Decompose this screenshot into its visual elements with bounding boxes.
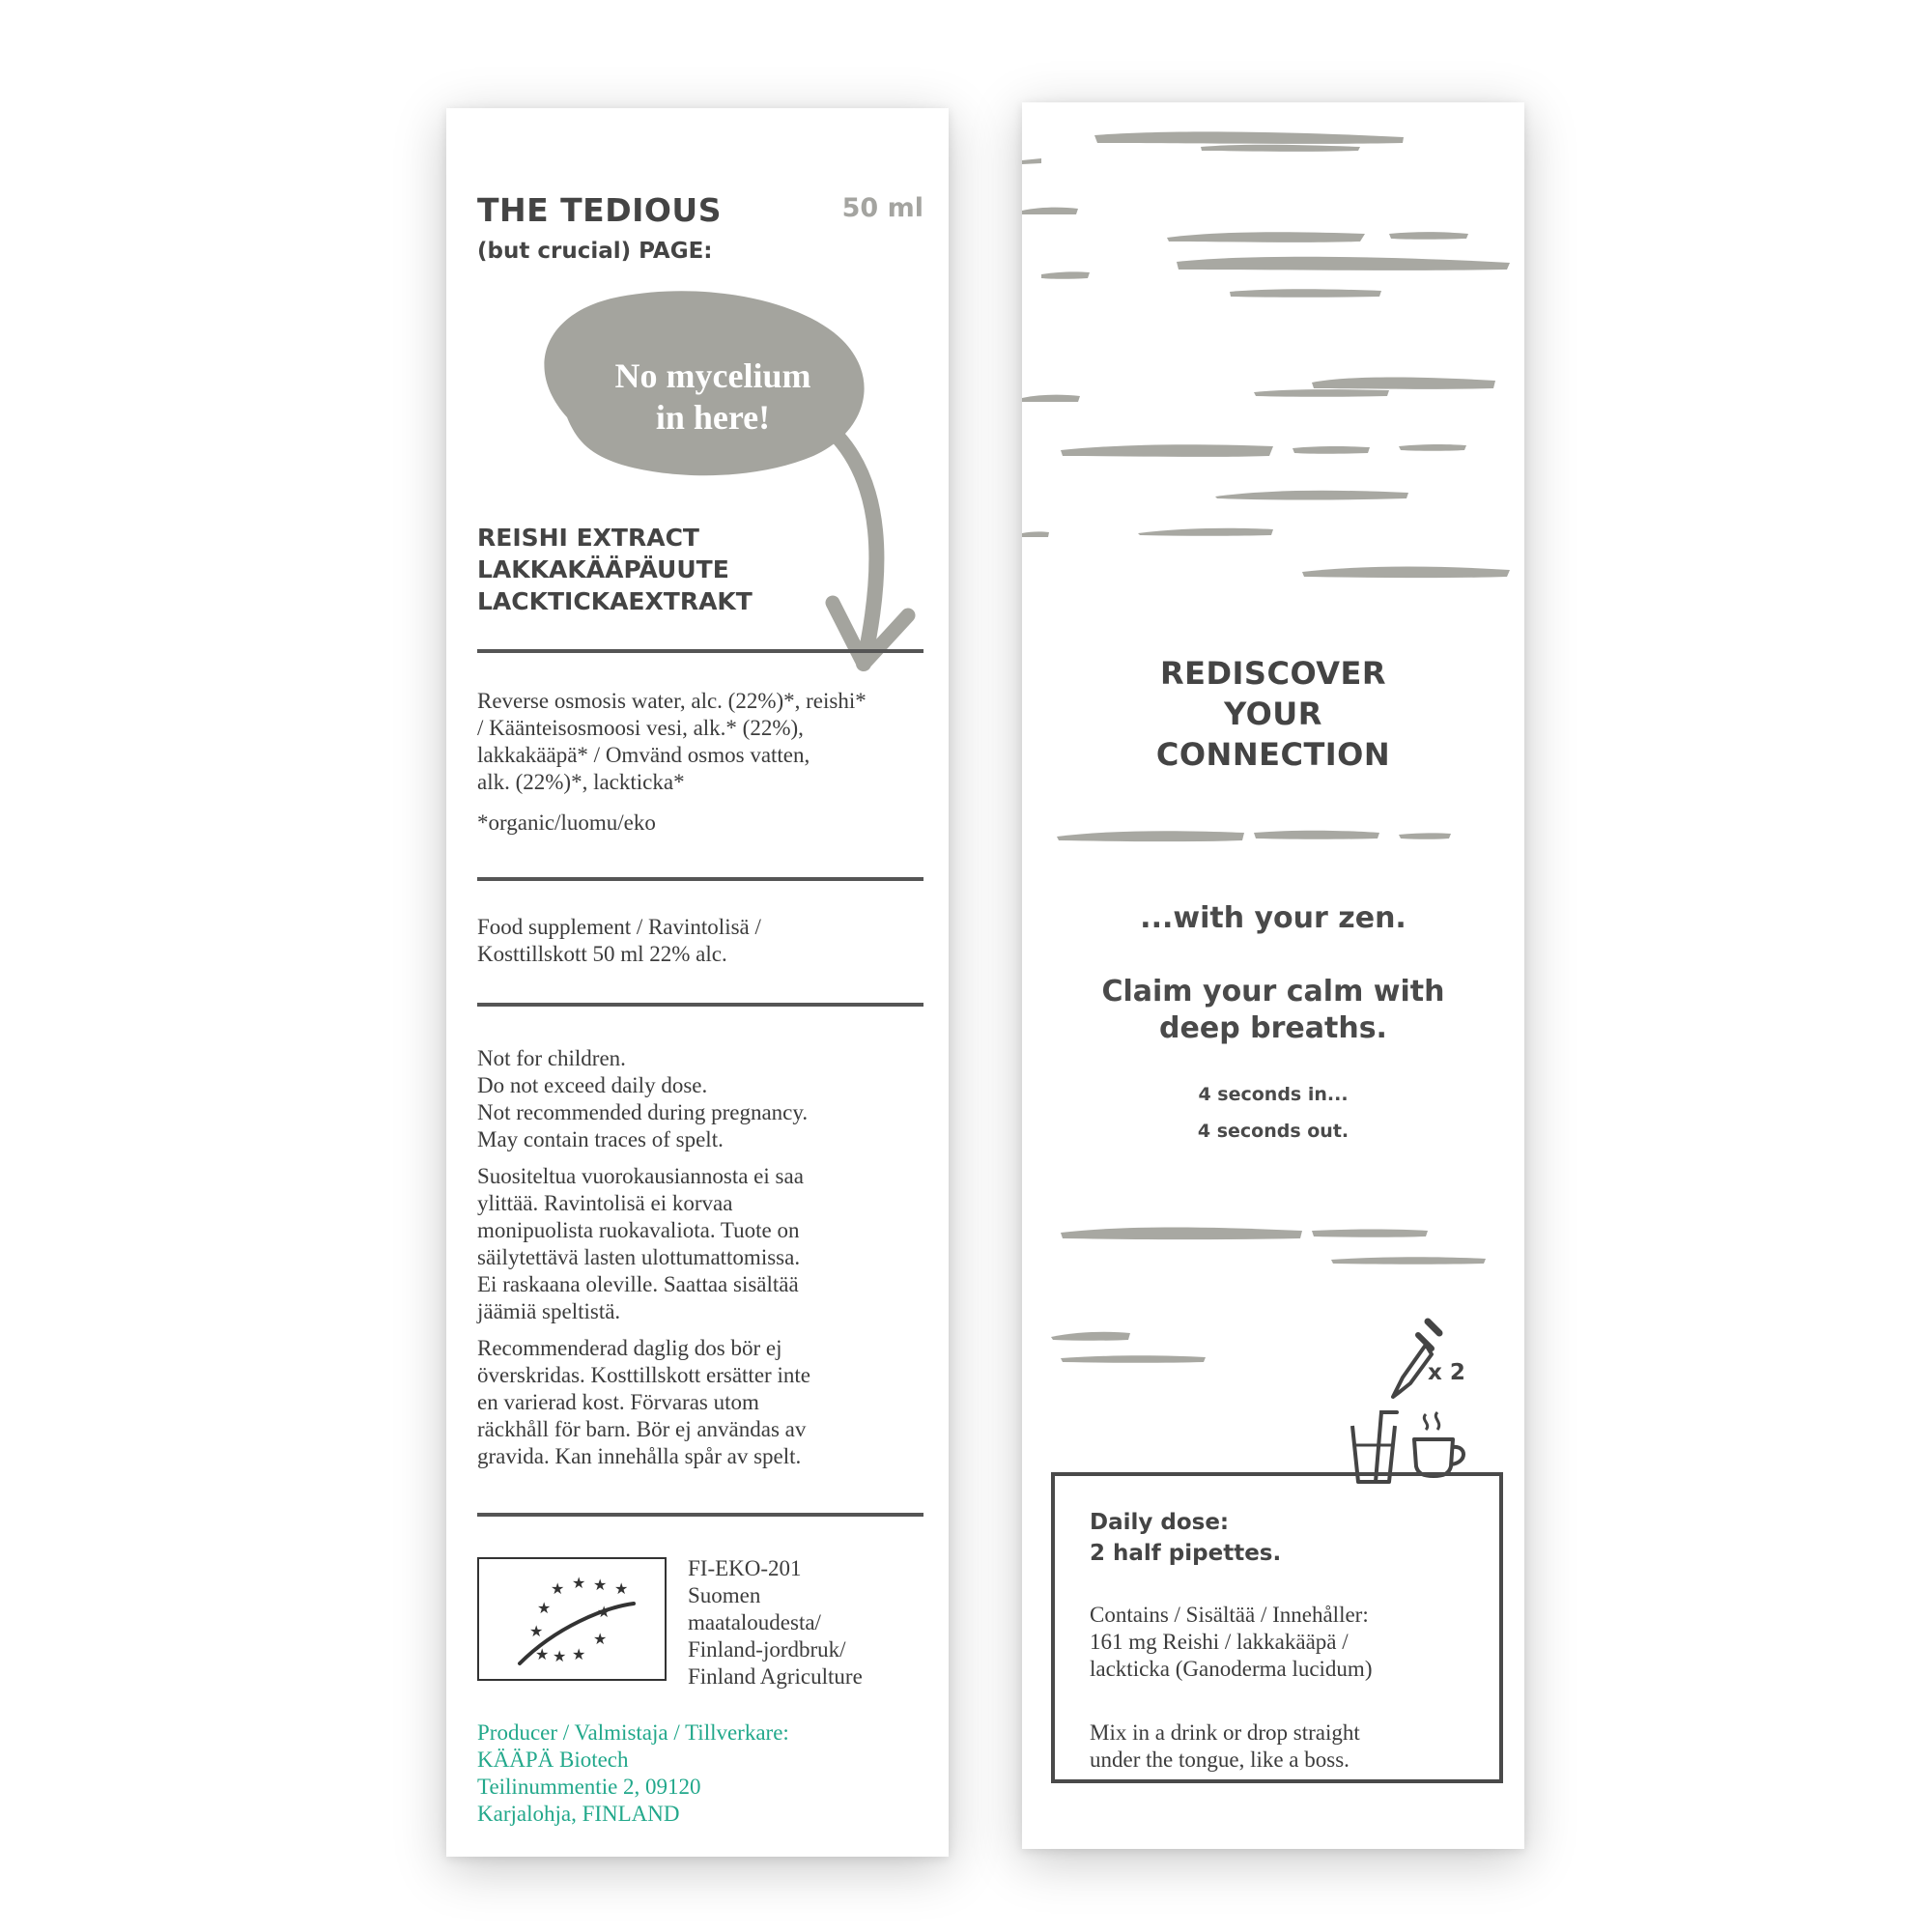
headline-line: REDISCOVER xyxy=(1159,655,1387,692)
organic-note: *organic/luomu/eko xyxy=(477,810,656,835)
label-subtitle: (but crucial) PAGE: xyxy=(477,239,713,264)
left-label xyxy=(446,108,949,1857)
contains-line: lackticka (Ganoderma lucidum) xyxy=(1090,1657,1373,1681)
warning-line: Suositeltua vuorokausiannosta ei saa xyxy=(477,1164,804,1188)
svg-text:★: ★ xyxy=(597,1603,611,1621)
svg-text:★: ★ xyxy=(537,1599,552,1617)
breathing-instructions xyxy=(1022,1076,1524,1150)
warning-line: Do not exceed daily dose. xyxy=(477,1073,708,1097)
ingredient-line: Reverse osmosis water, alc. (22%)*, reishi* xyxy=(477,689,867,713)
product-name-fi: LAKKAKÄÄPÄUUTE xyxy=(477,555,729,583)
warning-line: monipuolista ruokavaliota. Tuote on xyxy=(477,1218,800,1242)
svg-text:★: ★ xyxy=(553,1647,567,1665)
svg-text:★: ★ xyxy=(572,1645,586,1663)
breathing-line: 4 seconds in... xyxy=(1198,1084,1349,1105)
product-name-en: REISHI EXTRACT xyxy=(477,524,699,552)
cert-line: Suomen xyxy=(688,1583,761,1607)
divider xyxy=(477,649,923,653)
warnings-en xyxy=(477,1045,941,1153)
calm-text xyxy=(1022,974,1524,1047)
pipette-multiplier: x 2 xyxy=(1428,1360,1465,1385)
producer-line: Producer / Valmistaja / Tillverkare: xyxy=(477,1720,789,1745)
breathing-line: 4 seconds out. xyxy=(1197,1121,1350,1142)
svg-text:★: ★ xyxy=(614,1579,629,1598)
daily-dose-line: Daily dose: xyxy=(1090,1510,1230,1535)
svg-text:★: ★ xyxy=(572,1574,586,1592)
supplement-line: Kosttillskott 50 ml 22% alc. xyxy=(477,942,727,966)
cert-line: FI-EKO-201 xyxy=(688,1556,802,1580)
right-label xyxy=(1022,102,1524,1849)
bubble-line: No mycelium xyxy=(614,356,811,395)
calm-line: Claim your calm with xyxy=(1101,975,1445,1009)
warning-line: jäämiä speltistä. xyxy=(477,1299,621,1323)
contains-info xyxy=(1090,1602,1476,1683)
headline xyxy=(1022,653,1524,775)
label-title: THE TEDIOUS xyxy=(477,191,722,229)
usage-info xyxy=(1090,1719,1476,1774)
calm-line: deep breaths. xyxy=(1159,1011,1387,1045)
producer-line: KÄÄPÄ Biotech xyxy=(477,1747,629,1772)
cert-line: Finland Agriculture xyxy=(688,1664,863,1689)
contains-line: 161 mg Reishi / lakkakääpä / xyxy=(1090,1630,1349,1654)
producer-line: Karjalohja, FINLAND xyxy=(477,1802,680,1826)
warnings xyxy=(477,1045,941,1480)
svg-text:★: ★ xyxy=(551,1579,565,1598)
producer-line: Teilinummentie 2, 09120 xyxy=(477,1775,701,1799)
contains-line: Contains / Sisältää / Innehåller: xyxy=(1090,1603,1369,1627)
eu-organic-leaf-icon xyxy=(477,1557,667,1681)
headline-line: CONNECTION xyxy=(1155,736,1391,773)
ingredient-line: alk. (22%)*, lackticka* xyxy=(477,770,685,794)
producer-info xyxy=(477,1719,789,1828)
daily-dose-line: 2 half pipettes. xyxy=(1090,1541,1282,1566)
svg-text:★: ★ xyxy=(593,1630,608,1648)
cert-line: Finland-jordbruk/ xyxy=(688,1637,846,1662)
volume-text: 50 ml xyxy=(841,193,923,223)
bubble-text xyxy=(591,355,835,439)
warning-line: säilytettävä lasten ulottumattomissa. xyxy=(477,1245,801,1269)
product-name-sv: LACKTICKAEXTRAKT xyxy=(477,587,753,615)
tagline: ...with your zen. xyxy=(1140,901,1406,935)
ingredients xyxy=(477,688,941,837)
daily-dose xyxy=(1090,1507,1281,1569)
headline-line: YOUR xyxy=(1224,696,1322,732)
supplement-line: Food supplement / Ravintolisä / xyxy=(477,915,761,939)
warning-line: May contain traces of spelt. xyxy=(477,1127,724,1151)
warning-line: Ei raskaana oleville. Saattaa sisältää xyxy=(477,1272,799,1296)
ingredient-line: lakkakääpä* / Omvänd osmos vatten, xyxy=(477,743,810,767)
dose-box xyxy=(1051,1472,1503,1783)
warning-line: gravida. Kan innehålla spår av spelt. xyxy=(477,1444,802,1468)
divider xyxy=(477,877,923,881)
warning-line: Not for children. xyxy=(477,1046,626,1070)
usage-line: under the tongue, like a boss. xyxy=(1090,1747,1350,1772)
product-names xyxy=(477,522,753,617)
bubble-line: in here! xyxy=(655,398,771,437)
warning-line: Recommenderad daglig dos bör ej xyxy=(477,1336,782,1360)
usage-line: Mix in a drink or drop straight xyxy=(1090,1720,1360,1745)
warnings-sv xyxy=(477,1335,941,1470)
warning-line: räckhåll för barn. Bör ej användas av xyxy=(477,1417,807,1441)
divider xyxy=(477,1513,923,1517)
supplement-info xyxy=(477,914,941,968)
certification xyxy=(688,1555,863,1690)
svg-text:★: ★ xyxy=(529,1622,544,1640)
svg-text:★: ★ xyxy=(593,1576,608,1594)
warning-line: Not recommended during pregnancy. xyxy=(477,1100,809,1124)
warning-line: en varierad kost. Förvaras utom xyxy=(477,1390,759,1414)
ingredient-line: / Käänteisosmoosi vesi, alk.* (22%), xyxy=(477,716,804,740)
divider xyxy=(477,1003,923,1007)
warnings-fi xyxy=(477,1163,941,1325)
svg-text:★: ★ xyxy=(535,1645,550,1663)
warning-line: ylittää. Ravintolisä ei korvaa xyxy=(477,1191,733,1215)
warning-line: överskridas. Kosttillskott ersätter inte xyxy=(477,1363,810,1387)
cert-line: maataloudesta/ xyxy=(688,1610,821,1634)
